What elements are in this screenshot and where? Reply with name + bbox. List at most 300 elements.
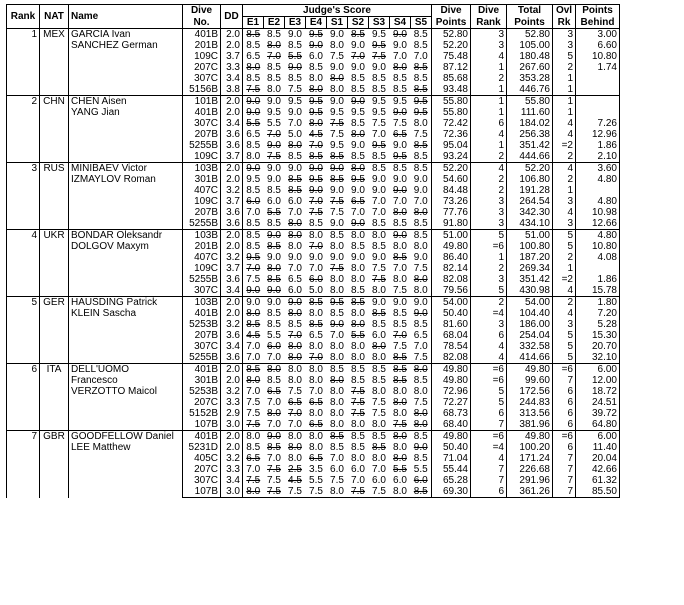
- judge-score: 7.0: [372, 129, 386, 140]
- judge-score: 8.0: [309, 118, 323, 129]
- judge-score: 8.0: [327, 285, 348, 297]
- judge-score: 6.0: [413, 475, 428, 486]
- dive-dd: 3.0: [221, 419, 243, 431]
- judge-score: 8.0: [306, 364, 327, 376]
- dive-dd: 3.6: [221, 218, 243, 230]
- judge-score: 8.0: [393, 453, 407, 464]
- table-row: [7, 364, 620, 376]
- judge-score: 8.5: [267, 442, 281, 453]
- judge-score: 6.5: [243, 453, 264, 464]
- judge-score: 7.0: [285, 419, 306, 431]
- judge-score: 6.5: [243, 51, 264, 62]
- judge-score: 9.0: [372, 174, 386, 185]
- total-points: 111.60: [507, 107, 553, 118]
- team-rank: 3: [7, 163, 40, 230]
- judge-score: 8.5: [372, 241, 386, 252]
- judge-score: 8.5: [309, 319, 323, 330]
- dive-points: 55.44: [432, 464, 471, 475]
- judge-score: 9.5: [369, 96, 390, 108]
- dive-number: 5231D: [183, 442, 221, 453]
- dive-number: 103B: [183, 230, 221, 242]
- judge-score: 8.0: [372, 386, 386, 397]
- judge-score: 8.5: [267, 308, 281, 319]
- judge-score: 8.0: [351, 129, 365, 140]
- judge-score: 7.5: [372, 274, 386, 285]
- judge-score: 6.5: [288, 397, 302, 408]
- judge-score: 9.0: [267, 252, 281, 263]
- judge-score: 4.5: [243, 330, 264, 341]
- team-names: [69, 364, 183, 431]
- judge-score: 8.5: [264, 29, 285, 41]
- total-points: 187.20: [507, 252, 553, 263]
- points-behind: 10.80: [576, 241, 620, 252]
- judge-score: 8.5: [369, 364, 390, 376]
- points-behind: [576, 73, 620, 84]
- judge-score: 9.5: [390, 151, 411, 163]
- dive-number: 401B: [183, 107, 221, 118]
- judge-score: 7.5: [330, 207, 344, 218]
- judge-score: 8.0: [309, 308, 323, 319]
- dive-dd: 3.4: [221, 73, 243, 84]
- judge-score: 7.5: [413, 263, 428, 274]
- table-row: [7, 230, 620, 242]
- overall-rank: 7: [553, 464, 576, 475]
- dive-dd: 3.4: [221, 285, 243, 297]
- judge-score: 8.0: [285, 431, 306, 443]
- dive-points: 65.28: [432, 475, 471, 486]
- dive-rank: =6: [471, 241, 507, 252]
- judge-score: 8.5: [411, 29, 432, 41]
- dive-dd: 3.4: [221, 475, 243, 486]
- total-points: 244.83: [507, 397, 553, 408]
- judge-score: 8.0: [288, 140, 302, 151]
- dive-number: 5255B: [183, 140, 221, 151]
- judge-score: 7.0: [413, 196, 428, 207]
- overall-rank: 4: [553, 118, 576, 129]
- judge-score: 8.5: [413, 62, 428, 73]
- judge-score: 7.0: [372, 207, 386, 218]
- dive-dd: 3.3: [221, 464, 243, 475]
- judge-score: 8.0: [288, 341, 302, 352]
- team-names: [69, 297, 183, 364]
- dive-dd: 3.3: [221, 62, 243, 73]
- dive-rank: 7: [471, 419, 507, 431]
- judge-score: 5.5: [267, 118, 281, 129]
- dive-rank: 1: [471, 96, 507, 108]
- points-behind: 4.80: [576, 196, 620, 207]
- judge-score: 4.5: [309, 129, 323, 140]
- judge-score: 8.0: [330, 73, 344, 84]
- overall-rank: 3: [553, 29, 576, 41]
- overall-rank: 1: [553, 185, 576, 196]
- judge-score: 9.0: [351, 62, 365, 73]
- dive-number: 201B: [183, 40, 221, 51]
- judge-score: 8.5: [243, 140, 264, 151]
- dive-rank: 3: [471, 196, 507, 207]
- dive-dd: 3.2: [221, 453, 243, 464]
- judge-score: 7.5: [288, 386, 302, 397]
- judge-score: 8.0: [288, 442, 302, 453]
- judge-score: 8.5: [369, 218, 390, 230]
- dive-points: 82.08: [432, 352, 471, 364]
- dive-rank: =6: [471, 364, 507, 376]
- points-behind: 10.98: [576, 207, 620, 218]
- table-row: [7, 163, 620, 175]
- overall-rank: 4: [553, 129, 576, 140]
- judge-score: 8.5: [351, 442, 365, 453]
- judge-score: 8.0: [393, 62, 407, 73]
- dive-rank: 2: [471, 297, 507, 309]
- judge-score: 8.5: [267, 241, 281, 252]
- judge-score: 6.5: [309, 397, 323, 408]
- judge-score: 6.0: [267, 341, 281, 352]
- points-behind: 4.80: [576, 230, 620, 242]
- dive-number: 107B: [183, 486, 221, 498]
- dive-rank: 4: [471, 129, 507, 140]
- dive-number: 101B: [183, 96, 221, 108]
- judge-score: 8.5: [267, 375, 281, 386]
- judge-score: 9.0: [327, 218, 348, 230]
- judge-score: 8.5: [243, 442, 264, 453]
- points-behind: 12.66: [576, 218, 620, 230]
- judge-score: 8.0: [330, 386, 344, 397]
- total-points: 100.80: [507, 241, 553, 252]
- total-points: 226.68: [507, 464, 553, 475]
- judge-score: 8.5: [372, 375, 386, 386]
- points-behind: [576, 96, 620, 108]
- judge-score: 9.0: [351, 252, 365, 263]
- judge-score: 8.0: [351, 274, 365, 285]
- dive-rank: 3: [471, 274, 507, 285]
- judge-score: 6.5: [306, 419, 327, 431]
- judge-score: 7.0: [288, 207, 302, 218]
- judge-score: 5.5: [351, 330, 365, 341]
- judge-score: 8.5: [243, 364, 264, 376]
- dive-points: 72.27: [432, 397, 471, 408]
- judge-score: 9.0: [330, 252, 344, 263]
- total-points: 434.10: [507, 218, 553, 230]
- overall-rank: 4: [553, 308, 576, 319]
- points-behind: [576, 263, 620, 274]
- dive-dd: 3.7: [221, 263, 243, 274]
- dive-dd: 2.0: [221, 297, 243, 309]
- points-behind: 1.74: [576, 62, 620, 73]
- dive-number: 207B: [183, 330, 221, 341]
- judge-score: 8.5: [243, 218, 264, 230]
- judge-score: 7.0: [351, 475, 365, 486]
- team-rank: 5: [7, 297, 40, 364]
- judge-score: 7.0: [267, 129, 281, 140]
- judge-score: 8.0: [348, 352, 369, 364]
- dive-points: 54.60: [432, 174, 471, 185]
- judge-score: 7.0: [309, 241, 323, 252]
- header-behind-top: Points: [576, 5, 620, 17]
- judge-score: 7.5: [393, 118, 407, 129]
- dive-dd: 2.0: [221, 29, 243, 41]
- judge-score: 8.0: [288, 453, 302, 464]
- judge-score: 9.5: [372, 40, 386, 51]
- judge-score: 6.0: [393, 475, 407, 486]
- judge-score: 8.0: [393, 241, 407, 252]
- dive-number: 401B: [183, 308, 221, 319]
- dive-number: 207C: [183, 464, 221, 475]
- team-nat: UKR: [40, 230, 69, 297]
- dive-dd: 3.7: [221, 151, 243, 163]
- judge-score: 9.0: [330, 62, 344, 73]
- judge-score: 7.5: [285, 486, 306, 498]
- overall-rank: 5: [553, 241, 576, 252]
- judge-score: 8.5: [330, 174, 344, 185]
- judge-score: 8.5: [264, 218, 285, 230]
- judge-score: 8.0: [285, 230, 306, 242]
- dive-number: 103B: [183, 297, 221, 309]
- header-dive-no-top: Dive: [183, 5, 221, 17]
- judge-score: 7.5: [243, 397, 264, 408]
- judge-score: 9.0: [243, 107, 264, 118]
- judge-score: 8.5: [393, 308, 407, 319]
- dive-rank: 2: [471, 263, 507, 274]
- judge-score: 7.5: [351, 386, 365, 397]
- judge-score: 9.5: [306, 29, 327, 41]
- judge-score: 9.5: [372, 140, 386, 151]
- judge-score: 6.5: [267, 386, 281, 397]
- judge-score: 8.5: [411, 84, 432, 96]
- header-name: Name: [69, 5, 183, 29]
- points-behind: 6.60: [576, 40, 620, 51]
- judge-score: 9.5: [327, 297, 348, 309]
- judge-score: 7.0: [243, 352, 264, 364]
- judge-score: 9.5: [306, 96, 327, 108]
- overall-rank: 5: [553, 352, 576, 364]
- judge-score: 8.0: [309, 442, 323, 453]
- judge-score: 8.0: [372, 453, 386, 464]
- total-points: 172.56: [507, 386, 553, 397]
- judge-score: 9.0: [264, 285, 285, 297]
- total-points: 100.20: [507, 442, 553, 453]
- points-behind: [576, 185, 620, 196]
- table-header: [7, 5, 620, 29]
- judge-score: 7.5: [306, 486, 327, 498]
- judge-score: 9.0: [372, 252, 386, 263]
- overall-rank: 4: [553, 285, 576, 297]
- judge-score: 7.0: [288, 330, 302, 341]
- judge-score: 9.0: [288, 252, 302, 263]
- total-points: 291.96: [507, 475, 553, 486]
- judge-score: 9.5: [390, 96, 411, 108]
- dive-points: 55.80: [432, 96, 471, 108]
- points-behind: 2.10: [576, 151, 620, 163]
- judge-score: 9.0: [243, 285, 264, 297]
- dive-number: 401B: [183, 431, 221, 443]
- dive-dd: 3.7: [221, 196, 243, 207]
- judge-score: 8.5: [390, 163, 411, 175]
- points-behind: 1.86: [576, 140, 620, 151]
- judge-score: 7.0: [288, 263, 302, 274]
- judge-score: 8.5: [306, 297, 327, 309]
- judge-score: 7.5: [330, 196, 344, 207]
- judge-score: 4.5: [288, 475, 302, 486]
- total-points: 264.54: [507, 196, 553, 207]
- dive-rank: 4: [471, 51, 507, 62]
- table-row: [7, 297, 620, 309]
- total-points: 106.80: [507, 174, 553, 185]
- judge-score: 8.5: [351, 118, 365, 129]
- judge-score: 5.5: [309, 475, 323, 486]
- dive-number: 5255B: [183, 218, 221, 230]
- dive-points: 49.80: [432, 431, 471, 443]
- overall-rank: 5: [553, 230, 576, 242]
- judge-score: 9.5: [411, 96, 432, 108]
- judge-score: 6.5: [243, 129, 264, 140]
- total-points: 104.40: [507, 308, 553, 319]
- dive-points: 78.54: [432, 341, 471, 352]
- dive-points: 79.56: [432, 285, 471, 297]
- judge-score: 8.0: [369, 352, 390, 364]
- judge-score: 8.0: [393, 397, 407, 408]
- dive-rank: 6: [471, 408, 507, 419]
- judge-score: 7.5: [372, 118, 386, 129]
- judge-score: 8.5: [413, 375, 428, 386]
- dive-rank: 5: [471, 397, 507, 408]
- header-behind-bottom: Behind: [576, 17, 620, 29]
- header-s2: S2: [348, 17, 369, 29]
- judge-score: 7.5: [264, 151, 285, 163]
- judge-score: 9.0: [413, 174, 428, 185]
- total-points: 361.26: [507, 486, 553, 498]
- header-e1: E1: [243, 17, 264, 29]
- judge-score: 7.5: [243, 84, 264, 96]
- judge-score: 6.5: [309, 330, 323, 341]
- diver-name: HAUSDING Patrick: [71, 297, 158, 308]
- judge-score: 6.0: [330, 464, 344, 475]
- dive-number: 407C: [183, 252, 221, 263]
- overall-rank: 6: [553, 419, 576, 431]
- points-behind: 15.78: [576, 285, 620, 297]
- judge-score: 8.5: [393, 319, 407, 330]
- dive-points: 50.40: [432, 308, 471, 319]
- judge-score: 8.0: [285, 218, 306, 230]
- judge-score: 8.5: [369, 163, 390, 175]
- judge-score: 7.0: [393, 51, 407, 62]
- team-names: [69, 96, 183, 163]
- judge-score: 8.5: [413, 453, 428, 464]
- judge-score: 5.0: [288, 129, 302, 140]
- points-behind: 20.04: [576, 453, 620, 464]
- points-behind: 1.80: [576, 297, 620, 309]
- team-names: [69, 230, 183, 297]
- judge-score: 7.0: [288, 118, 302, 129]
- judge-score: 7.0: [243, 341, 264, 352]
- judge-score: 8.0: [309, 73, 323, 84]
- dive-number: 5156B: [183, 84, 221, 96]
- judge-score: 8.5: [411, 431, 432, 443]
- judge-score: 5.5: [243, 118, 264, 129]
- points-behind: 12.96: [576, 129, 620, 140]
- judge-score: 9.0: [348, 96, 369, 108]
- dive-dd: 2.0: [221, 163, 243, 175]
- judge-score: 8.5: [309, 62, 323, 73]
- total-points: 351.42: [507, 140, 553, 151]
- judge-score: 8.5: [306, 151, 327, 163]
- header-ovl-top: Ovl: [553, 5, 576, 17]
- judge-score: 8.0: [243, 486, 264, 498]
- judge-score: 7.5: [411, 352, 432, 364]
- dive-rank: 3: [471, 207, 507, 218]
- overall-rank: 2: [553, 297, 576, 309]
- judge-score: 8.0: [411, 419, 432, 431]
- dive-points: 95.04: [432, 140, 471, 151]
- points-behind: 10.80: [576, 51, 620, 62]
- team-nat: GBR: [40, 431, 69, 498]
- dive-number: 401B: [183, 29, 221, 41]
- judge-score: 8.5: [372, 73, 386, 84]
- overall-rank: 7: [553, 475, 576, 486]
- judge-score: 8.0: [306, 431, 327, 443]
- judge-score: 8.0: [411, 364, 432, 376]
- dive-rank: 4: [471, 163, 507, 175]
- judge-score: 7.0: [309, 196, 323, 207]
- judge-score: 7.5: [413, 129, 428, 140]
- judge-score: 9.0: [393, 107, 407, 118]
- dive-number: 207B: [183, 129, 221, 140]
- judge-score: 8.5: [288, 319, 302, 330]
- header-dive-points-bottom: Points: [432, 17, 471, 29]
- overall-rank: 5: [553, 51, 576, 62]
- judge-score: 8.5: [243, 230, 264, 242]
- dive-number: 405C: [183, 453, 221, 464]
- points-behind: 61.32: [576, 475, 620, 486]
- judge-score: 9.0: [327, 29, 348, 41]
- total-points: 381.96: [507, 419, 553, 431]
- dive-dd: 2.0: [221, 431, 243, 443]
- diver-name: KLEIN Sascha: [71, 308, 137, 319]
- judge-score: 6.0: [285, 285, 306, 297]
- judge-score: 8.5: [306, 218, 327, 230]
- judge-score: 9.0: [369, 297, 390, 309]
- judge-score: 8.0: [243, 151, 264, 163]
- points-behind: 15.30: [576, 330, 620, 341]
- dive-points: 49.80: [432, 241, 471, 252]
- judge-score: 9.0: [413, 442, 428, 453]
- dive-dd: 3.6: [221, 140, 243, 151]
- judge-score: 9.0: [243, 297, 264, 309]
- dive-number: 207C: [183, 62, 221, 73]
- judge-score: 6.0: [309, 51, 323, 62]
- judge-score: 9.0: [264, 96, 285, 108]
- judge-score: 9.0: [372, 62, 386, 73]
- dive-number: 107B: [183, 419, 221, 431]
- judge-score: 6.5: [288, 274, 302, 285]
- judge-score: 8.5: [372, 308, 386, 319]
- judge-score: 8.0: [243, 308, 264, 319]
- judge-score: 8.0: [327, 486, 348, 498]
- judge-score: 7.5: [330, 51, 344, 62]
- table-row: [7, 29, 620, 41]
- dive-dd: 3.6: [221, 129, 243, 140]
- judge-score: 7.0: [267, 51, 281, 62]
- dive-number: 109C: [183, 151, 221, 163]
- points-behind: 20.70: [576, 341, 620, 352]
- judge-score: 7.0: [393, 263, 407, 274]
- judge-score: 8.5: [243, 241, 264, 252]
- judge-score: 7.0: [264, 352, 285, 364]
- overall-rank: 5: [553, 341, 576, 352]
- total-points: 51.00: [507, 230, 553, 242]
- judge-score: 8.0: [309, 408, 323, 419]
- header-s5: S5: [411, 17, 432, 29]
- judge-score: 5.5: [267, 207, 281, 218]
- diver-name: Francesco: [71, 375, 118, 386]
